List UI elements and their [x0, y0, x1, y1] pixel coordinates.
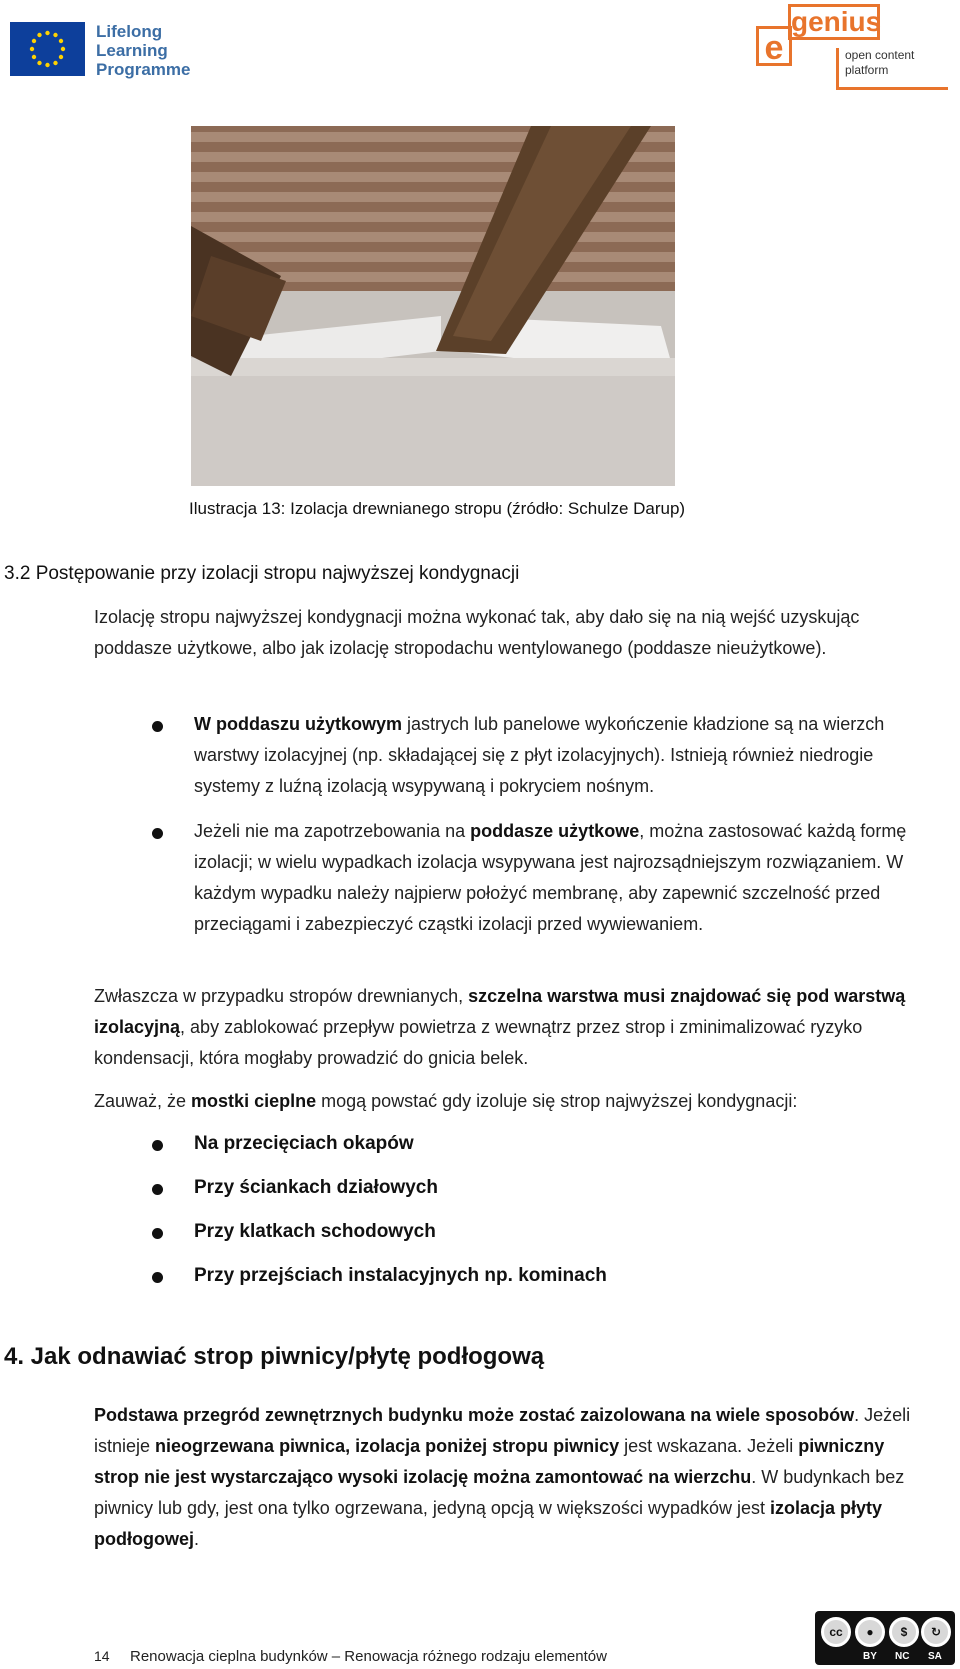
bullet-paragraph-2: [194, 816, 954, 940]
page-number: 14: [94, 1648, 110, 1664]
paragraph-thermal-bridges: [94, 1086, 954, 1117]
nc-label: NC: [895, 1651, 910, 1662]
egenius-logo: [756, 4, 951, 90]
para2-bold: szczelna warstwa musi znajdować się pod warstwą izolacyjną: [94, 986, 906, 1037]
sa-icon: ↻: [921, 1617, 951, 1647]
para2-text-b: , aby zablokować przepływ powietrza z wewnątrz przez strop i zminimalizować ryzyko kondensacji, która mogłaby prowadzić do gnicia belek.: [94, 1017, 863, 1068]
s4-bold-1: Podstawa przegród zewnętrznych budynku może zostać zaizolowana na wiele sposobów: [94, 1405, 855, 1425]
bullet2-text-b: , można zastosować każdą formę izolacji; w wielu wypadkach izolacja wsypywana jest najrozsądniejszym rozwiązaniem. W każdym wypadku należy najpierw położyć membranę, aby zapewnić szczelność przed przeciągami i zabezpieczyć cząstki izolacji przed wywiewaniem.: [194, 821, 907, 934]
paragraph-basement: [94, 1400, 934, 1555]
intro-paragraph: Izolację stropu najwyższej kondygnacji można wykonać tak, aby dało się na nią wejść uzyskując poddasze użytkowe, albo jak izolację stropodachu wentylowanego (poddasze nieużytkowe).: [94, 607, 860, 658]
para3-bold: mostki cieplne: [191, 1091, 317, 1111]
figure-caption: Ilustracja 13: Izolacja drewnianego stropu (źródło: Schulze Darup): [189, 499, 686, 518]
llp-line2: Learning: [96, 41, 168, 60]
bullet-icon: [152, 721, 163, 732]
bullet-icon: [152, 1140, 163, 1151]
cc-icon: cc: [821, 1617, 851, 1647]
lifelong-learning-logo: [10, 22, 210, 80]
s4-text-2: jest wskazana. Jeżeli: [619, 1436, 799, 1456]
list-item: Przy przejściach instalacyjnych np. kominach: [194, 1265, 607, 1286]
s4-text-3: . W budynkach bez piwnicy lub gdy, jest ona tylko ogrzewana, jedyną opcją w większości wypadków jest: [94, 1467, 905, 1518]
section-heading-3-2: 3.2 Postępowanie przy izolacji stropu najwyższej kondygnacji: [4, 563, 520, 584]
eu-flag-icon: [10, 22, 85, 76]
list-item: Przy klatkach schodowych: [194, 1221, 436, 1242]
list-item: Na przecięciach okapów: [194, 1133, 414, 1154]
ceiling-insulation-photo: [191, 126, 675, 486]
list-item: Przy ściankach działowych: [194, 1177, 438, 1198]
section-heading-4: 4. Jak odnawiać strop piwnicy/płytę podłogową: [4, 1343, 545, 1370]
egenius-tagline: [836, 48, 948, 90]
bullet-icon: [152, 1184, 163, 1195]
by-icon: ●: [855, 1617, 885, 1647]
para2-text-a: Zwłaszcza w przypadku stropów drewnianych,: [94, 986, 469, 1006]
nc-icon: $: [889, 1617, 919, 1647]
s4-bold-2: nieogrzewana piwnica, izolacja poniżej stropu piwnicy: [155, 1436, 620, 1456]
footer-title: Renowacja cieplna budynków – Renowacja różnego rodzaju elementów: [130, 1648, 607, 1665]
sa-label: SA: [928, 1651, 942, 1662]
paragraph-airtight-layer: [94, 981, 954, 1074]
egenius-e-mark: e: [756, 26, 792, 66]
egenius-tagline-line2: platform: [845, 63, 889, 77]
egenius-wordmark: genius: [788, 4, 880, 40]
llp-line1: Lifelong: [96, 22, 163, 41]
para3-text-b: mogą powstać gdy izoluje się strop najwyższej kondygnacji:: [316, 1091, 798, 1111]
cc-license-badge: [815, 1611, 955, 1665]
bullet1-bold: W poddaszu użytkowym: [194, 714, 403, 734]
s4-bold-4: izolacja płyty podłogowej: [94, 1498, 883, 1549]
bullet-paragraph-1: [194, 709, 944, 802]
s4-text-4: .: [193, 1529, 199, 1549]
bullet-icon: [152, 1272, 163, 1283]
s4-text-1: . Jeżeli istnieje: [94, 1405, 911, 1456]
bullet-icon: [152, 828, 163, 839]
llp-logo-text: [96, 22, 216, 79]
bullet-icon: [152, 1228, 163, 1239]
bullet2-text-a: Jeżeli nie ma zapotrzebowania na: [194, 821, 471, 841]
bullet2-bold: poddasze użytkowe: [470, 821, 640, 841]
llp-line3: Programme: [96, 60, 191, 79]
para3-text-a: Zauważ, że: [94, 1091, 192, 1111]
egenius-tagline-line1: open content: [845, 48, 915, 62]
s4-bold-3: piwniczny strop nie jest wystarczająco wysoki izolację można zamontować na wierzchu: [94, 1436, 885, 1487]
bullet1-text: jastrych lub panelowe wykończenie kładzione są na wierzch warstwy izolacyjnej (np. składającej się z płyt izolacyjnych). Istnieją również niedrogie systemy z luźną izolacją wsypywaną i pokryciem nośnym.: [194, 714, 885, 796]
by-label: BY: [863, 1651, 877, 1662]
